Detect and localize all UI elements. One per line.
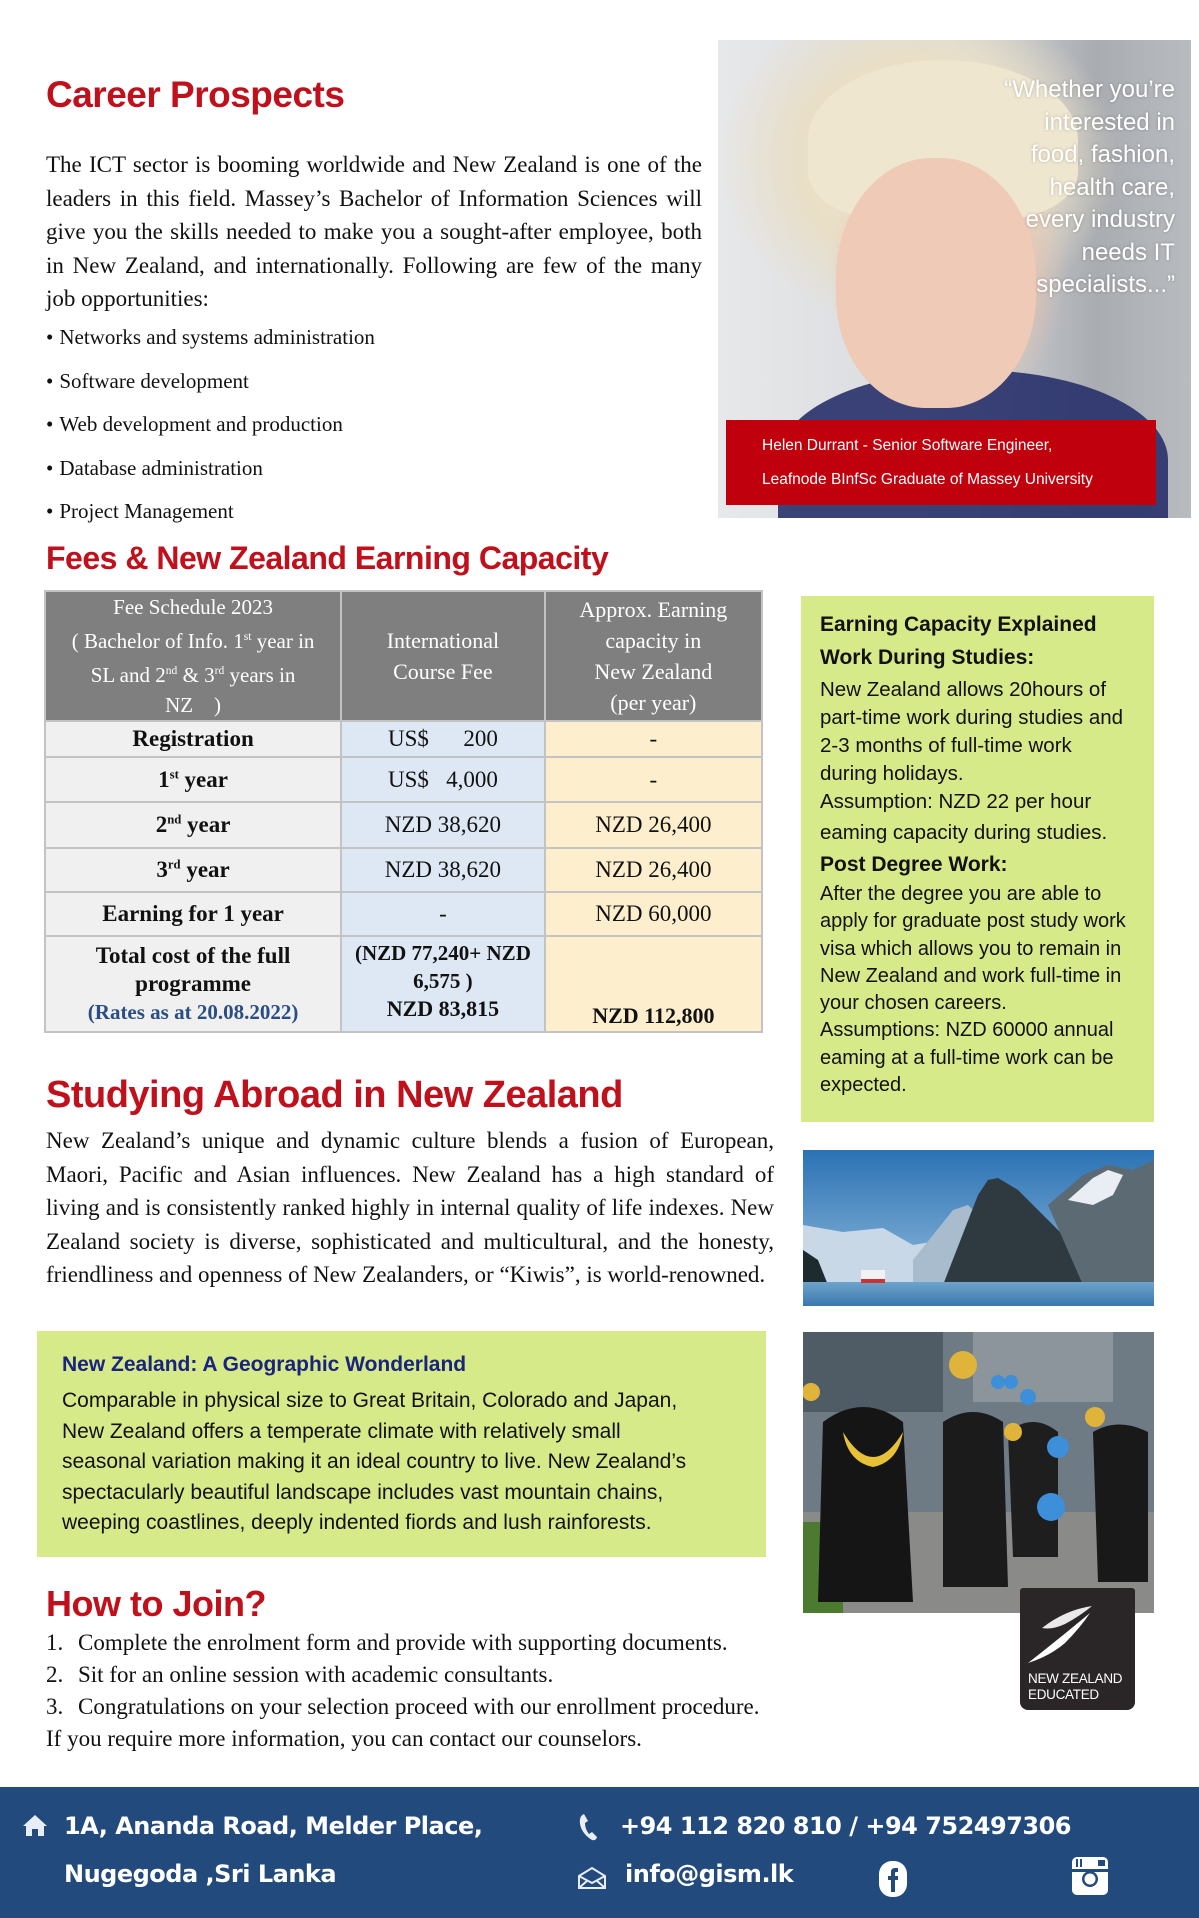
list-item <box>46 364 375 408</box>
row-earning: - <box>545 757 762 802</box>
job-opportunities-list <box>46 320 375 538</box>
total-label <box>45 936 341 1032</box>
earning-box-line: After the degree you are able to <box>820 883 1102 905</box>
total-label-text: Total cost of the full <box>95 943 291 968</box>
total-earning: NZD 112,800 <box>545 936 762 1032</box>
header-fee-schedule <box>45 591 341 721</box>
job-item-text: Web development and production <box>59 412 343 436</box>
earning-box-line: your chosen careers. <box>820 992 1007 1015</box>
row-fee: US$ 4,000 <box>341 757 545 802</box>
step-text: Complete the enrolment form and provide with supporting documents. <box>78 1630 728 1655</box>
geo-box-title: New Zealand: A Geographic Wonderland <box>62 1353 467 1376</box>
row-earning: - <box>545 721 762 757</box>
earning-box-line: Assumptions: NZD 60000 annual <box>820 1019 1114 1042</box>
mountain-illustration <box>803 1150 1154 1306</box>
earning-box-line: Assumption: NZD 22 per hour <box>820 790 1092 813</box>
list-item <box>46 451 375 495</box>
row-earning: NZD 26,400 <box>545 848 762 892</box>
row-fee: US$ 200 <box>341 721 545 757</box>
earning-box-line: 2-3 months of full-time work <box>820 734 1072 757</box>
step-number: 1. <box>46 1630 64 1655</box>
header-course-fee <box>341 591 545 721</box>
logo-text: EDUCATED <box>1028 1687 1099 1702</box>
geo-box-line: spectacularly beautiful landscape includes vast mountain chains, <box>62 1480 664 1504</box>
row-fee: NZD 38,620 <box>341 802 545 848</box>
table-row <box>45 802 762 848</box>
facebook-icon[interactable] <box>878 1860 908 1898</box>
header-text: (per year) <box>610 690 697 715</box>
header-text: Approx. Earning <box>579 597 728 622</box>
instagram-icon[interactable] <box>1070 1855 1110 1897</box>
row-earning: NZD 26,400 <box>545 802 762 848</box>
row-label: Earning for 1 year <box>45 892 341 936</box>
email-address[interactable]: info@gism.lk <box>625 1860 794 1888</box>
geo-box-line: seasonal variation making it an ideal country to live. New Zealand’s <box>62 1450 687 1473</box>
graduation-photo <box>803 1332 1154 1613</box>
total-fee-value: NZD 83,815 <box>386 996 500 1021</box>
earning-box-title: Earning Capacity Explained <box>820 613 1097 636</box>
earning-box-line: eaming at a full-time work can be <box>820 1046 1114 1069</box>
quote-line: interested in <box>1044 108 1175 136</box>
earning-box-line: New Zealand and work full-time in <box>820 964 1122 987</box>
row-fee: - <box>341 892 545 936</box>
earning-box-subtitle: Post Degree Work: <box>820 853 1008 876</box>
earning-box-subtitle: Work During Studies: <box>820 646 1035 669</box>
header-text: New Zealand <box>594 659 713 684</box>
earning-box-line: apply for graduate post study work <box>820 910 1126 933</box>
geo-box-line: New Zealand offers a temperate climate with relatively small <box>62 1419 621 1443</box>
total-label-text: programme <box>135 971 251 996</box>
geo-box-line: weeping coastlines, deeply indented fiords and lush rainforests. <box>62 1511 652 1534</box>
quote-line: needs IT <box>1081 238 1175 266</box>
list-item <box>46 320 375 364</box>
fee-table <box>44 590 763 1033</box>
step-number: 3. <box>46 1694 64 1719</box>
bullet: • <box>46 325 54 349</box>
list-item <box>46 1691 760 1723</box>
address-line: 1A, Ananda Road, Melder Place, <box>64 1812 483 1840</box>
quote-line: “Whether you’re <box>1004 76 1175 103</box>
header-text: capacity in <box>605 628 702 653</box>
address-line: Nugegoda ,Sri Lanka <box>64 1860 337 1888</box>
total-fee-text: 6,575 ) <box>413 969 473 993</box>
row-label: 1st year <box>45 757 341 802</box>
home-icon <box>22 1813 48 1837</box>
job-item-text: Software development <box>59 368 249 393</box>
table-row <box>45 721 762 757</box>
table-header-row <box>45 591 762 721</box>
testimonial-photo <box>718 40 1191 518</box>
header-text: Course Fee <box>393 659 493 684</box>
header-text: SL and 2nd & 3rd years in <box>90 663 296 687</box>
earning-box-line: New Zealand allows 20hours of <box>820 678 1107 701</box>
earning-box-line: eaming capacity during studies. <box>820 821 1108 844</box>
bullet: • <box>46 368 54 393</box>
bullet: • <box>46 455 54 480</box>
header-text: Fee Schedule 2023 <box>113 595 273 619</box>
job-item-text: Database administration <box>59 455 263 480</box>
caption-credential: Leafnode BInfSc Graduate of Massey University <box>762 471 1093 488</box>
step-text: Congratulations on your selection proceed with our enrollment procedure. <box>78 1694 760 1719</box>
table-row <box>45 892 762 936</box>
studying-abroad-text: New Zealand’s unique and dynamic culture blends a fusion of European, Maori, Pacific and Asian influences. New Zealand has a high standard of living and is consistently ranked highly in internal quality of life indexes. New Zealand society is diverse, sophisticated and multicultural, and the honesty, friendliness and openness of New Zealanders, or “Kiwis”, is world-renowned. <box>46 1128 774 1287</box>
join-steps-list <box>46 1627 760 1723</box>
header-text: NZ ) <box>165 693 222 717</box>
list-item <box>46 494 375 538</box>
earning-box-line: visa which allows you to remain in <box>820 937 1122 960</box>
quote-line: food, fashion, <box>1030 141 1175 168</box>
list-item <box>46 1627 760 1659</box>
step-number: 2. <box>46 1662 64 1687</box>
quote-line: every industry <box>1025 206 1175 233</box>
footer <box>0 1787 1199 1918</box>
fees-heading: Fees & New Zealand Earning Capacity <box>46 540 609 576</box>
header-earning-capacity <box>545 591 762 721</box>
geographic-wonderland-box <box>37 1331 766 1557</box>
nz-educated-logo <box>1020 1588 1135 1710</box>
earning-capacity-box <box>801 596 1154 1122</box>
testimonial-caption <box>726 420 1156 505</box>
earning-box-line: part-time work during studies and <box>820 706 1124 729</box>
row-label: 2nd year <box>45 802 341 848</box>
quote-line: health care, <box>1049 173 1175 201</box>
table-row <box>45 757 762 802</box>
logo-text: NEW ZEALAND <box>1028 1671 1123 1686</box>
mail-icon <box>577 1866 607 1890</box>
career-intro-text: The ICT sector is booming worldwide and New Zealand is one of the leaders in this field. Massey’s Bachelor of Information Sciences will give you the skills needed to make you a sought-after employee, both in New Zealand, and internationally. Following are few of the many job opportunities: <box>46 152 702 311</box>
career-prospects-heading: Career Prospects <box>46 74 345 115</box>
job-item-text: Project Management <box>59 499 234 523</box>
quote-line: specialists...” <box>1036 271 1175 298</box>
list-item <box>46 407 375 451</box>
table-total-row <box>45 936 762 1032</box>
row-label: 3rd year <box>45 848 341 892</box>
row-label: Registration <box>45 721 341 757</box>
row-fee: NZD 38,620 <box>341 848 545 892</box>
silver-fern-icon <box>1020 1588 1135 1668</box>
earning-box-line: expected. <box>820 1074 907 1097</box>
phone-icon <box>578 1812 600 1842</box>
geo-box-line: Comparable in physical size to Great Britain, Colorado and Japan, <box>62 1389 678 1412</box>
studying-abroad-heading: Studying Abroad in New Zealand <box>46 1074 623 1116</box>
rates-note: (Rates as at 20.08.2022) <box>87 1000 299 1024</box>
earning-box-line: during holidays. <box>820 762 964 785</box>
how-to-join-heading: How to Join? <box>46 1583 266 1624</box>
graduation-illustration <box>803 1332 1154 1613</box>
table-row <box>45 848 762 892</box>
milford-sound-photo <box>803 1150 1154 1306</box>
contact-counselors-text: If you require more information, you can contact our counselors. <box>46 1726 642 1751</box>
list-item <box>46 1659 760 1691</box>
job-item-text: Networks and systems administration <box>59 325 375 349</box>
bullet: • <box>46 499 54 523</box>
phone-number[interactable]: +94 112 820 810 / +94 752497306 <box>620 1812 1071 1840</box>
row-earning: NZD 60,000 <box>545 892 762 936</box>
step-text: Sit for an online session with academic consultants. <box>78 1662 554 1687</box>
header-text: International <box>386 628 500 653</box>
total-fee-text: (NZD 77,240+ NZD <box>354 941 531 965</box>
caption-name: Helen Durrant - Senior Software Engineer, <box>762 437 1053 454</box>
total-fee <box>341 936 545 1032</box>
header-text: ( Bachelor of Info. 1st year in <box>71 629 315 653</box>
testimonial-quote <box>935 74 1175 302</box>
bullet: • <box>46 412 54 436</box>
